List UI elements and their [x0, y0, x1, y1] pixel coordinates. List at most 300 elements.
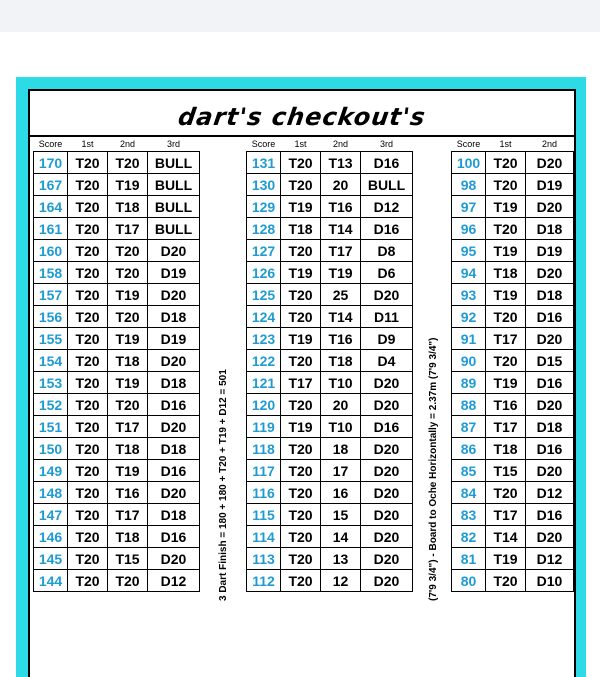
score-cell: 95 [452, 240, 486, 262]
table-row [34, 152, 200, 174]
score-cell: 100 [452, 152, 486, 174]
table-row [34, 306, 200, 328]
score-cell: 116 [247, 482, 281, 504]
table-row [34, 262, 200, 284]
dart-cell: D20 [526, 394, 574, 416]
dart-cell: D18 [148, 438, 200, 460]
table-row [34, 394, 200, 416]
table-row [247, 394, 413, 416]
dart-cell: D19 [148, 262, 200, 284]
score-cell: 86 [452, 438, 486, 460]
score-cell: 118 [247, 438, 281, 460]
dart-cell: D20 [148, 548, 200, 570]
table-row [34, 284, 200, 306]
score-cell: 121 [247, 372, 281, 394]
table-row [247, 438, 413, 460]
dart-cell: D20 [148, 416, 200, 438]
dart-cell: T20 [486, 174, 526, 196]
dart-cell: 13 [321, 548, 361, 570]
dart-cell: BULL [361, 174, 413, 196]
column-header: 1st [81, 138, 94, 149]
dart-cell: T20 [108, 394, 148, 416]
dart-cell: T20 [108, 152, 148, 174]
dart-cell: D19 [526, 240, 574, 262]
dart-cell: D20 [361, 438, 413, 460]
table-row [34, 460, 200, 482]
table-row [452, 240, 574, 262]
score-cell: 158 [34, 262, 68, 284]
table-row [452, 218, 574, 240]
table-header-row [452, 136, 574, 152]
score-cell: 147 [34, 504, 68, 526]
dart-cell: D8 [361, 240, 413, 262]
score-cell: 146 [34, 526, 68, 548]
dart-cell: D20 [526, 196, 574, 218]
score-cell: 129 [247, 196, 281, 218]
score-cell: 167 [34, 174, 68, 196]
dart-cell: T20 [281, 394, 321, 416]
table-row [452, 196, 574, 218]
dart-cell: 16 [321, 482, 361, 504]
table-header-row [247, 136, 413, 152]
table-row [247, 570, 413, 592]
dart-cell: D12 [526, 482, 574, 504]
dart-cell: T13 [321, 152, 361, 174]
table-header-row [34, 136, 200, 152]
table-row [452, 570, 574, 592]
table-row [34, 218, 200, 240]
score-cell: 124 [247, 306, 281, 328]
dart-cell: T19 [486, 284, 526, 306]
table-row [34, 570, 200, 592]
dart-cell: D20 [361, 504, 413, 526]
dart-cell: D20 [361, 394, 413, 416]
dart-cell: D20 [526, 152, 574, 174]
dart-cell: D16 [148, 460, 200, 482]
score-cell: 125 [247, 284, 281, 306]
table-row [452, 548, 574, 570]
column-header: Score [38, 138, 63, 149]
table-row [34, 240, 200, 262]
score-cell: 120 [247, 394, 281, 416]
dart-cell: D4 [361, 350, 413, 372]
dart-cell: D15 [526, 350, 574, 372]
dart-cell: T20 [281, 548, 321, 570]
table-row [34, 174, 200, 196]
table-row [452, 438, 574, 460]
table-row [34, 350, 200, 372]
dart-cell: D20 [361, 570, 413, 592]
table-row [247, 328, 413, 350]
dart-cell: D20 [148, 350, 200, 372]
dart-cell: BULL [148, 196, 200, 218]
dart-cell: D16 [361, 416, 413, 438]
dart-cell: T17 [486, 416, 526, 438]
dart-cell: D12 [526, 548, 574, 570]
table-row [34, 328, 200, 350]
dart-cell: T20 [281, 526, 321, 548]
score-cell: 153 [34, 372, 68, 394]
score-cell: 112 [247, 570, 281, 592]
column-header: 3rd [166, 138, 180, 149]
dart-cell: D11 [361, 306, 413, 328]
table-row [247, 196, 413, 218]
score-cell: 88 [452, 394, 486, 416]
table-row [34, 416, 200, 438]
three-dart-finish-note: 3 Dart Finish = 180 + 180 + T20 + T19 + D12 = 501 [218, 369, 229, 601]
dart-cell: T20 [108, 570, 148, 592]
table-row [452, 416, 574, 438]
dart-cell: T17 [486, 328, 526, 350]
dart-cell: T20 [108, 306, 148, 328]
dart-cell: D20 [526, 328, 574, 350]
dart-cell: T16 [486, 394, 526, 416]
poster-sheet [28, 89, 576, 677]
dart-cell: D18 [148, 306, 200, 328]
score-cell: 117 [247, 460, 281, 482]
dart-cell: T18 [108, 526, 148, 548]
dart-cell: T20 [281, 174, 321, 196]
table-row [452, 372, 574, 394]
dart-cell: T20 [68, 460, 108, 482]
table-row [34, 526, 200, 548]
dart-cell: T19 [486, 372, 526, 394]
score-cell: 84 [452, 482, 486, 504]
dart-cell: 18 [321, 438, 361, 460]
table-row [452, 526, 574, 548]
score-cell: 94 [452, 262, 486, 284]
dart-cell: T19 [281, 196, 321, 218]
score-cell: 154 [34, 350, 68, 372]
dart-cell: T10 [321, 416, 361, 438]
dart-cell: T20 [281, 460, 321, 482]
dart-cell: T20 [68, 350, 108, 372]
dart-cell: T18 [108, 350, 148, 372]
score-cell: 92 [452, 306, 486, 328]
column-header: Score [251, 138, 276, 149]
score-cell: 156 [34, 306, 68, 328]
dart-cell: T18 [486, 438, 526, 460]
dart-cell: T20 [68, 438, 108, 460]
dart-cell: T20 [68, 262, 108, 284]
dart-cell: D20 [148, 482, 200, 504]
table-row [34, 438, 200, 460]
dart-cell: 12 [321, 570, 361, 592]
table-row [247, 372, 413, 394]
table-row [247, 526, 413, 548]
score-cell: 164 [34, 196, 68, 218]
dart-cell: D20 [361, 460, 413, 482]
table-row [452, 482, 574, 504]
score-cell: 122 [247, 350, 281, 372]
oche-distance-note: (7'9 3/4") - Board to Oche Horizontally = 2.37m (7'9 3/4") [428, 337, 439, 601]
score-cell: 113 [247, 548, 281, 570]
dart-cell: T20 [108, 262, 148, 284]
column-header: 2nd [541, 138, 558, 149]
dart-cell: T18 [321, 350, 361, 372]
column-header: 3rd [379, 138, 393, 149]
table-row [247, 284, 413, 306]
dart-cell: T19 [321, 262, 361, 284]
dart-cell: 14 [321, 526, 361, 548]
dart-cell: T16 [108, 482, 148, 504]
dart-cell: T16 [321, 328, 361, 350]
dart-cell: D20 [148, 240, 200, 262]
dart-cell: T19 [108, 174, 148, 196]
dart-cell: T19 [281, 262, 321, 284]
score-cell: 131 [247, 152, 281, 174]
dart-cell: BULL [148, 152, 200, 174]
table-row [247, 240, 413, 262]
score-cell: 90 [452, 350, 486, 372]
score-cell: 96 [452, 218, 486, 240]
dart-cell: T19 [486, 240, 526, 262]
dart-cell: T17 [108, 416, 148, 438]
dart-cell: T20 [486, 350, 526, 372]
dart-cell: D20 [361, 284, 413, 306]
dart-cell: T18 [108, 196, 148, 218]
dart-cell: D9 [361, 328, 413, 350]
dart-cell: 20 [321, 394, 361, 416]
score-cell: 80 [452, 570, 486, 592]
dart-cell: T20 [486, 218, 526, 240]
score-cell: 151 [34, 416, 68, 438]
score-cell: 91 [452, 328, 486, 350]
dart-cell: T19 [281, 416, 321, 438]
dart-cell: T14 [321, 306, 361, 328]
table-row [34, 548, 200, 570]
dart-cell: T16 [321, 196, 361, 218]
score-cell: 152 [34, 394, 68, 416]
dart-cell: T20 [281, 438, 321, 460]
dart-cell: T17 [486, 504, 526, 526]
score-cell: 150 [34, 438, 68, 460]
dart-cell: T19 [486, 196, 526, 218]
table-row [452, 152, 574, 174]
dart-cell: T20 [68, 482, 108, 504]
score-cell: 155 [34, 328, 68, 350]
dart-cell: T17 [281, 372, 321, 394]
dart-cell: T20 [68, 416, 108, 438]
dart-cell: D20 [361, 526, 413, 548]
dart-cell: T20 [68, 284, 108, 306]
table-row [247, 218, 413, 240]
dart-cell: 15 [321, 504, 361, 526]
dart-cell: D20 [148, 284, 200, 306]
dart-cell: T19 [281, 328, 321, 350]
dart-cell: T20 [108, 240, 148, 262]
score-cell: 127 [247, 240, 281, 262]
table-row [34, 482, 200, 504]
score-cell: 119 [247, 416, 281, 438]
dart-cell: T19 [108, 372, 148, 394]
dart-cell: T20 [68, 240, 108, 262]
table-row [452, 174, 574, 196]
top-bar [0, 0, 600, 32]
dart-cell: D12 [148, 570, 200, 592]
dart-cell: T19 [486, 548, 526, 570]
score-cell: 130 [247, 174, 281, 196]
dart-cell: T19 [108, 284, 148, 306]
dart-cell: 25 [321, 284, 361, 306]
dart-cell: BULL [148, 218, 200, 240]
dart-cell: D16 [148, 526, 200, 548]
table-row [452, 284, 574, 306]
dart-cell: T20 [281, 152, 321, 174]
dart-cell: T14 [486, 526, 526, 548]
table-row [452, 262, 574, 284]
dart-cell: 20 [321, 174, 361, 196]
dart-cell: BULL [148, 174, 200, 196]
table-row [247, 548, 413, 570]
dart-cell: D20 [361, 548, 413, 570]
dart-cell: T20 [68, 394, 108, 416]
dart-cell: T20 [281, 350, 321, 372]
dart-cell: T14 [321, 218, 361, 240]
dart-cell: T19 [108, 460, 148, 482]
dart-cell: T20 [281, 504, 321, 526]
checkout-table-3 [451, 136, 574, 592]
score-cell: 144 [34, 570, 68, 592]
poster-title: dart's checkout's [176, 103, 428, 131]
checkout-poster [16, 77, 586, 677]
dart-cell: T20 [68, 548, 108, 570]
dart-cell: T20 [68, 504, 108, 526]
score-cell: 123 [247, 328, 281, 350]
score-cell: 89 [452, 372, 486, 394]
dart-cell: T20 [68, 372, 108, 394]
dart-cell: D20 [526, 460, 574, 482]
dart-cell: D18 [148, 372, 200, 394]
dart-cell: T20 [486, 570, 526, 592]
dart-cell: D18 [148, 504, 200, 526]
table-row [247, 262, 413, 284]
dart-cell: T18 [486, 262, 526, 284]
column-header: 1st [294, 138, 307, 149]
column-header: 2nd [119, 138, 136, 149]
dart-cell: T15 [108, 548, 148, 570]
score-cell: 98 [452, 174, 486, 196]
dart-cell: D6 [361, 262, 413, 284]
dart-cell: T20 [281, 482, 321, 504]
dart-cell: T20 [486, 152, 526, 174]
table-row [247, 152, 413, 174]
dart-cell: D12 [361, 196, 413, 218]
score-cell: 161 [34, 218, 68, 240]
dart-cell: D16 [526, 372, 574, 394]
dart-cell: T20 [281, 284, 321, 306]
dart-cell: D20 [361, 372, 413, 394]
table-row [247, 416, 413, 438]
table-row [452, 504, 574, 526]
score-cell: 85 [452, 460, 486, 482]
table-row [247, 504, 413, 526]
table-row [247, 482, 413, 504]
score-cell: 81 [452, 548, 486, 570]
score-cell: 157 [34, 284, 68, 306]
table-row [452, 394, 574, 416]
score-cell: 145 [34, 548, 68, 570]
dart-cell: D19 [148, 328, 200, 350]
dart-cell: T20 [68, 152, 108, 174]
dart-cell: D16 [361, 218, 413, 240]
dart-cell: D20 [361, 482, 413, 504]
dart-cell: T10 [321, 372, 361, 394]
dart-cell: T20 [68, 570, 108, 592]
dart-cell: D16 [148, 394, 200, 416]
dart-cell: T20 [281, 570, 321, 592]
checkout-table-2 [246, 136, 413, 592]
score-cell: 128 [247, 218, 281, 240]
score-cell: 149 [34, 460, 68, 482]
dart-cell: D18 [526, 218, 574, 240]
dart-cell: T15 [486, 460, 526, 482]
score-cell: 93 [452, 284, 486, 306]
dart-cell: D20 [526, 526, 574, 548]
dart-cell: T20 [68, 306, 108, 328]
checkout-table-1 [33, 136, 200, 592]
dart-cell: D18 [526, 284, 574, 306]
dart-cell: T17 [108, 218, 148, 240]
dart-cell: T20 [68, 526, 108, 548]
dart-cell: D18 [526, 416, 574, 438]
table-row [34, 372, 200, 394]
column-header: 1st [499, 138, 512, 149]
dart-cell: T19 [108, 328, 148, 350]
dart-cell: D16 [361, 152, 413, 174]
column-header: 2nd [332, 138, 349, 149]
dart-cell: T20 [486, 482, 526, 504]
score-cell: 160 [34, 240, 68, 262]
score-cell: 83 [452, 504, 486, 526]
table-row [452, 328, 574, 350]
column-header: Score [456, 138, 481, 149]
table-row [452, 306, 574, 328]
dart-cell: D16 [526, 306, 574, 328]
score-cell: 82 [452, 526, 486, 548]
table-row [247, 350, 413, 372]
score-cell: 87 [452, 416, 486, 438]
table-row [247, 174, 413, 196]
table-row [247, 306, 413, 328]
dart-cell: D20 [526, 262, 574, 284]
table-row [34, 504, 200, 526]
dart-cell: D19 [526, 174, 574, 196]
dart-cell: T20 [68, 174, 108, 196]
dart-cell: T20 [68, 218, 108, 240]
score-cell: 114 [247, 526, 281, 548]
dart-cell: T18 [108, 438, 148, 460]
dart-cell: D10 [526, 570, 574, 592]
table-row [452, 350, 574, 372]
table-row [452, 460, 574, 482]
dart-cell: T20 [281, 240, 321, 262]
dart-cell: T20 [486, 306, 526, 328]
dart-cell: T20 [68, 328, 108, 350]
dart-cell: T17 [321, 240, 361, 262]
score-cell: 115 [247, 504, 281, 526]
dart-cell: T20 [281, 306, 321, 328]
dart-cell: D16 [526, 438, 574, 460]
dart-cell: T18 [281, 218, 321, 240]
table-row [247, 460, 413, 482]
dart-cell: T20 [68, 196, 108, 218]
score-cell: 97 [452, 196, 486, 218]
dart-cell: T17 [108, 504, 148, 526]
score-cell: 170 [34, 152, 68, 174]
score-cell: 148 [34, 482, 68, 504]
dart-cell: D16 [526, 504, 574, 526]
